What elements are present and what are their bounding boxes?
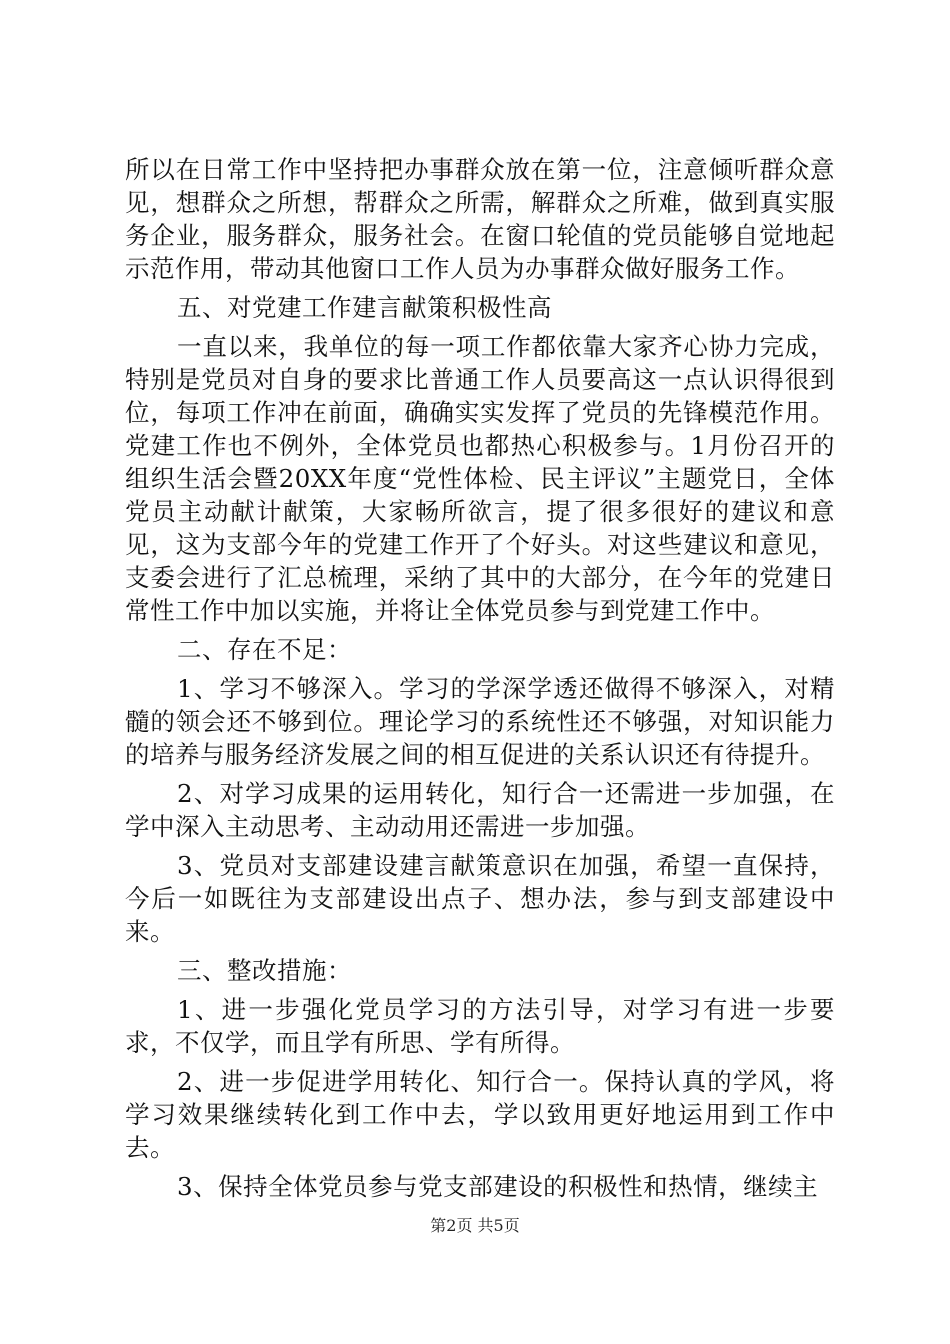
page-number-label: 第2页 共5页	[430, 1216, 520, 1235]
document-body	[125, 153, 835, 1209]
paragraph-continuation: 所以在日常工作中坚持把办事群众放在第一位，注意倾听群众意见，想群众之所想，帮群众之所需，解群众之所难，做到真实服务企业，服务群众，服务社会。在窗口轮值的党员能够自觉地起示范作用，带动其他窗口工作人员为办事群众做好服务工作。	[125, 155, 835, 283]
section-heading-shortcomings: 二、存在不足：	[177, 635, 352, 664]
section-heading-measures: 三、整改措施：	[177, 956, 352, 985]
section-heading-five: 五、对党建工作建言献策积极性高	[177, 293, 552, 322]
shortcoming-item-3: 3、党员对支部建设建言献策意识在加强，希望一直保持，今后一如既往为支部建设出点子、想办法，参与到支部建设中来。	[125, 851, 835, 946]
shortcoming-item-1: 1、学习不够深入。学习的学深学透还做得不够深入，对精髓的领会还不够到位。理论学习的系统性还不够强，对知识能力的培养与服务经济发展之间的相互促进的关系认识还有待提升。	[125, 674, 835, 769]
measure-item-2: 2、进一步促进学用转化、知行合一。保持认真的学风，将学习效果继续转化到工作中去，学以致用更好地运用到工作中去。	[125, 1067, 835, 1162]
page-footer	[0, 1216, 950, 1236]
measure-item-1: 1、进一步强化党员学习的方法引导，对学习有进一步要求，不仅学，而且学有所思、学有所得。	[125, 995, 835, 1057]
measure-item-3: 3、保持全体党员参与党支部建设的积极性和热情，继续主	[177, 1172, 819, 1201]
shortcoming-item-2: 2、对学习成果的运用转化，知行合一还需进一步加强，在学中深入主动思考、主动动用还需进一步加强。	[125, 779, 835, 841]
paragraph-party-building: 一直以来，我单位的每一项工作都依靠大家齐心协力完成，特别是党员对自身的要求比普通工作人员要高这一点认识得很到位，每项工作冲在前面，确确实实发挥了党员的先锋模范作用。党建工作也不例外，全体党员也都热心积极参与。1月份召开的组织生活会暨20XX年度“党性体检、民主评议”主题党日，全体党员主动献计献策，大家畅所欲言，提了很多很好的建议和意见，这为支部今年的党建工作开了个好头。对这些建议和意见，支委会进行了汇总梳理，采纳了其中的大部分，在今年的党建日常性工作中加以实施，并将让全体党员参与到党建工作中。	[125, 332, 835, 625]
